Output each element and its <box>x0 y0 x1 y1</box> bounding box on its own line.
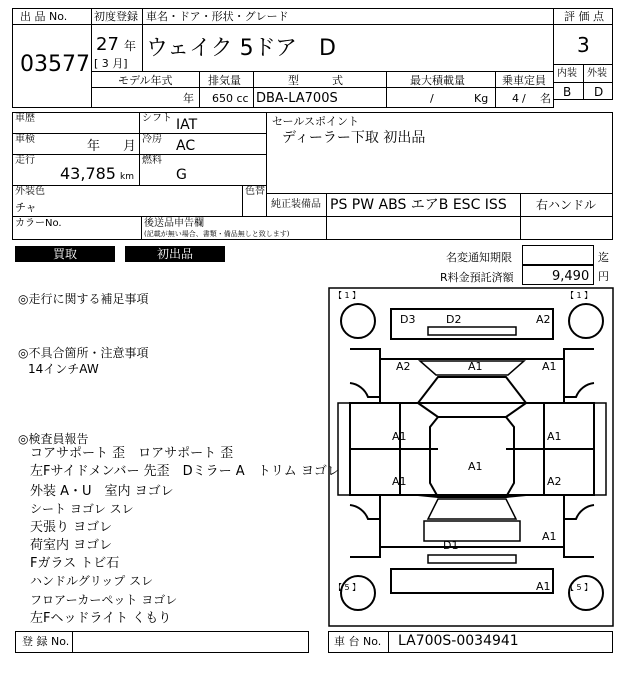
mark-rear-right-a1: A1 <box>542 530 557 543</box>
history-label: 車歴 <box>15 113 35 124</box>
mark-front-d2: D2 <box>446 313 462 326</box>
mileage-value: 43,785 <box>60 164 116 183</box>
inspector-item: フロアーカーペット ヨゴレ <box>30 593 178 607</box>
first-listing-badge: 初出品 <box>125 246 225 262</box>
mark-right-front-door: A1 <box>547 430 562 443</box>
lot-number: 03577 <box>20 52 90 77</box>
inspector-item: 天張り ヨゴレ <box>30 520 113 535</box>
ext-color-value: チャ <box>15 201 37 214</box>
car-damage-diagram <box>328 287 614 627</box>
mark-hood-right-a1: A1 <box>542 360 557 373</box>
mark-rear-d1: D1 <box>443 539 459 552</box>
deadline-unit: 迄 <box>598 251 609 264</box>
car-label: 車名・ドア・形状・グレード <box>146 10 289 23</box>
displacement-value: 650 cc <box>212 92 249 105</box>
model-year-unit: 年 <box>183 92 194 105</box>
ac-value: AC <box>176 138 196 154</box>
model-year-label: モデル年式 <box>118 74 173 87</box>
fuel-value: G <box>176 167 187 183</box>
corner-label-top-right: 【 1 】 <box>566 291 593 300</box>
mileage-label: 走行 <box>15 155 35 166</box>
mark-hood-a1: A1 <box>468 360 483 373</box>
ext-color-label: 外装色 <box>15 186 45 197</box>
blank-box-1 <box>326 216 521 240</box>
mark-front-d3: D3 <box>400 313 416 326</box>
mark-left-front-door: A1 <box>392 430 407 443</box>
shift-value: IAT <box>176 117 198 133</box>
inspector-item: コアサポート 歪 ロアサポート 歪 <box>30 446 234 461</box>
mark-right-rear-door: A2 <box>547 475 562 488</box>
type-value: DBA-LA700S <box>256 91 338 106</box>
interior-label: 内装 <box>557 68 577 79</box>
fuel-label: 燃料 <box>142 155 162 166</box>
driving-header: ◎走行に関する補足事項 <box>18 292 149 306</box>
blank-box-2 <box>520 216 613 240</box>
first-reg-year-unit: 年 <box>124 39 137 53</box>
inspector-item: 左Fヘッドライト くもり <box>30 611 172 626</box>
recycle-label: R料金預託済額 <box>440 271 514 284</box>
steering-value: 右ハンドル <box>536 198 597 212</box>
mileage-unit: km <box>120 172 134 182</box>
postsale-label: 後送品申告欄 <box>144 218 204 229</box>
inspector-item: 左Fサイドメンバー 先歪 Dミラー A トリム ヨゴレ <box>30 464 340 479</box>
ac-label: 冷房 <box>142 134 162 145</box>
mark-left-rear-door: A1 <box>392 475 407 488</box>
mark-hood-left-a2: A2 <box>396 360 411 373</box>
inspector-item: シート ヨゴレ スレ <box>30 502 134 516</box>
first-reg-month: [ 3 月] <box>94 57 128 70</box>
shift-label: シフト <box>142 113 172 124</box>
first-reg-label: 初度登録 <box>94 10 138 23</box>
inspection-label: 車検 <box>15 134 35 145</box>
color-change-label: 色替 <box>245 186 265 197</box>
displacement-label: 排気量 <box>208 74 241 87</box>
exterior-grade: D <box>594 85 604 99</box>
car-name: ウェイク 5ドア D <box>146 36 336 61</box>
corner-label-bottom-left: 【 5 】 <box>334 583 361 592</box>
name-change-label: 名変通知期限 <box>446 251 512 264</box>
first-reg-year: 27 <box>96 34 119 55</box>
type-label: 型 式 <box>288 74 343 87</box>
defect-item: 14インチAW <box>28 362 99 376</box>
capacity-value: 4 <box>512 92 519 105</box>
sales-point-label: セールスポイント <box>272 115 360 128</box>
postsale-note: (記載が無い場合、書類・備品無しと致します) <box>144 230 290 238</box>
reg-no-label: 登 録 No. <box>22 635 70 648</box>
lot-label: 出 品 No. <box>20 10 68 23</box>
inspection-month-unit: 月 <box>123 139 137 154</box>
rating-value: 3 <box>577 33 590 57</box>
chassis-number: LA700S-0034941 <box>398 633 519 649</box>
name-change-box <box>522 245 594 265</box>
mark-front-a2: A2 <box>536 313 551 326</box>
mark-bottom-a1: A1 <box>536 580 551 593</box>
equipment-value: PS PW ABS エアB ESC ISS <box>330 197 507 213</box>
capacity-label: 乗車定員 <box>502 74 546 87</box>
recycle-fee: 9,490 <box>552 269 590 284</box>
chassis-label: 車 台 No. <box>334 635 382 648</box>
inspector-item: ハンドルグリップ スレ <box>30 574 154 588</box>
max-load-unit: Kg <box>474 92 489 105</box>
inspector-item: 外装 A・U 室内 ヨゴレ <box>30 484 174 499</box>
recycle-unit: 円 <box>598 270 609 283</box>
capacity-unit: 名 <box>540 92 551 105</box>
purchase-badge: 買取 <box>15 246 115 262</box>
rating-label: 評 価 点 <box>564 10 604 23</box>
max-load-label: 最大積載量 <box>410 74 465 87</box>
inspector-header: ◎検査員報告 <box>18 432 89 446</box>
interior-grade: B <box>563 85 572 99</box>
max-load-sep: / <box>430 92 434 105</box>
color-no-label: カラーNo. <box>15 218 62 229</box>
mark-roof: A1 <box>468 460 483 473</box>
defect-header: ◎不具合箇所・注意事項 <box>18 346 149 360</box>
exterior-label: 外装 <box>587 68 607 79</box>
inspector-item: Fガラス トビ石 <box>30 556 120 571</box>
sales-point-text: ディーラー下取 初出品 <box>282 130 426 146</box>
corner-label-bottom-right: 【 5 】 <box>566 583 593 592</box>
inspection-year-unit: 年 <box>87 139 101 154</box>
inspector-item: 荷室内 ヨゴレ <box>30 538 113 553</box>
equip-label: 純正装備品 <box>271 199 321 210</box>
corner-label-top-left: 【 1 】 <box>334 291 361 300</box>
capacity-sep: / <box>522 92 526 105</box>
ext-color-box <box>12 185 267 217</box>
